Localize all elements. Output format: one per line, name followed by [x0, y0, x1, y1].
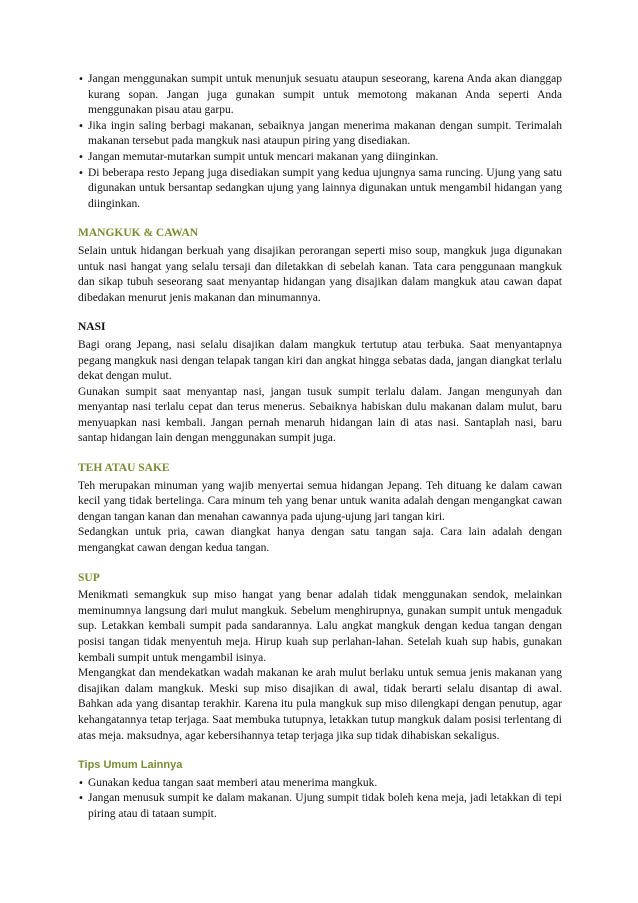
list-item: • Jangan memutar-mutarkan sumpit untuk mencari makanan yang diinginkan.	[78, 150, 562, 166]
paragraph: Selain untuk hidangan berkuah yang disajikan perorangan seperti miso soup, mangkuk juga digunakan untuk nasi hangat yang selalu tersaji dan diletakkan di sebelah kanan. Tata cara penggunaan mangkuk dan sikap tubuh seseorang saat menyantap hidangan yang disajikan dalam mangkuk atau cawan dapat dibedakan menurut jenis makanan dan minumannya.	[78, 244, 562, 304]
paragraph: Gunakan sumpit saat menyantap nasi, jangan tusuk sumpit terlalu dalam. Jangan mengunyah dan menyantap nasi terlalu cepat dan terus menerus. Sebaiknya habiskan dulu makanan dalam mulut, baru menyuapkan nasi kembali. Jangan pernah menaruh hidangan lain di atas nasi. Santaplah nasi, baru santap hidangan lain dengan menggunakan sumpit juga.	[78, 385, 562, 445]
section-nasi	[78, 320, 562, 447]
tips-bullet-list	[78, 776, 562, 823]
paragraph: Menikmati semangkuk sup miso hangat yang benar adalah tidak menggunakan sendok, melainkan meminumnya langsung dari mulut mangkuk. Sebelum menghirupnya, gunakan sumpit untuk mengaduk sup. Letakkan kembali sumpit pada sandarannya. Lalu angkat mangkuk dengan kedua tangan dengan posisi tangan tidak menyentuh meja. Hirup kuah sup perlahan-lahan. Setelah kuah sup habis, gunakan kembali sumpit untuk mengambil isinya.	[78, 589, 562, 664]
paragraph: Mengangkat dan mendekatkan wadah makanan ke arah mulut berlaku untuk semua jenis makanan yang disajikan dalam mangkuk. Meski sup miso disajikan di awal, tidak berarti selalu disantap di awal. Bahkan ada yang disantap terakhir. Karena itu pula mangkuk sup miso dilengkapi dengan penutup, agar kehangatannya tetap terjaga. Saat membuka tutupnya, letakkan tutup mangkuk dalam posisi terlentang di atas meja. maksudnya, agar kebersihannya tetap terjaga jika sup tidak dihabiskan sekaligus.	[78, 667, 562, 742]
paragraph: Teh merupakan minuman yang wajib menyertai semua hidangan Jepang. Teh dituang ke dalam cawan kecil yang tidak bertelinga. Cara minum teh yang benar untuk wanita adalah dengan mengangkat cawan dengan tangan kanan dan menahan cawannya pada ujung-ujung jari tangan kiri.	[78, 479, 562, 523]
section-tips	[78, 758, 562, 822]
section-heading: Tips Umum Lainnya	[78, 759, 183, 772]
intro-bullet-list	[78, 72, 562, 212]
section-heading: TEH ATAU SAKE	[78, 462, 170, 475]
section-heading: SUP	[78, 571, 100, 584]
section-mangkuk	[78, 226, 562, 306]
section-heading: MANGKUK & CAWAN	[78, 227, 199, 240]
list-item: • Gunakan kedua tangan saat memberi atau menerima mangkuk.	[78, 776, 562, 792]
paragraph: Bagi orang Jepang, nasi selalu disajikan dalam mangkuk tertutup atau terbuka. Saat menyantapnya pegang mangkuk nasi dengan telapak tangan kiri dan angkat hingga sebatas dada, jangan diangkat terlalu dekat dengan mulut.	[78, 338, 562, 383]
list-item: • Jangan menggunakan sumpit untuk menunjuk sesuatu ataupun seseorang, karena Anda akan dianggap kurang sopan. Jangan juga gunakan sumpit untuk memotong makanan Anda seperti Anda menggunakan pisau atau garpu.	[78, 72, 562, 119]
document-page	[78, 72, 562, 823]
section-sup	[78, 571, 562, 745]
section-teh	[78, 461, 562, 557]
list-item: • Jangan menusuk sumpit ke dalam makanan. Ujung sumpit tidak boleh kena meja, jadi letakkan di tepi piring atau di tataan sumpit.	[78, 791, 562, 822]
list-item: • Di beberapa resto Jepang juga disediakan sumpit yang kedua ujungnya sama runcing. Ujung yang satu digunakan untuk bersantap sedangkan ujung yang lainnya digunakan untuk mengambil hidangan yang diinginkan.	[78, 166, 562, 213]
paragraph: Sedangkan untuk pria, cawan diangkat hanya dengan satu tangan saja. Cara lain adalah dengan mengangkat cawan dengan kedua tangan.	[78, 526, 562, 555]
section-heading: NASI	[78, 321, 106, 334]
list-item: • Jika ingin saling berbagi makanan, sebaiknya jangan menerima makanan dengan sumpit. Terimalah makanan tersebut pada mangkuk nasi ataupun piring yang disediakan.	[78, 119, 562, 150]
